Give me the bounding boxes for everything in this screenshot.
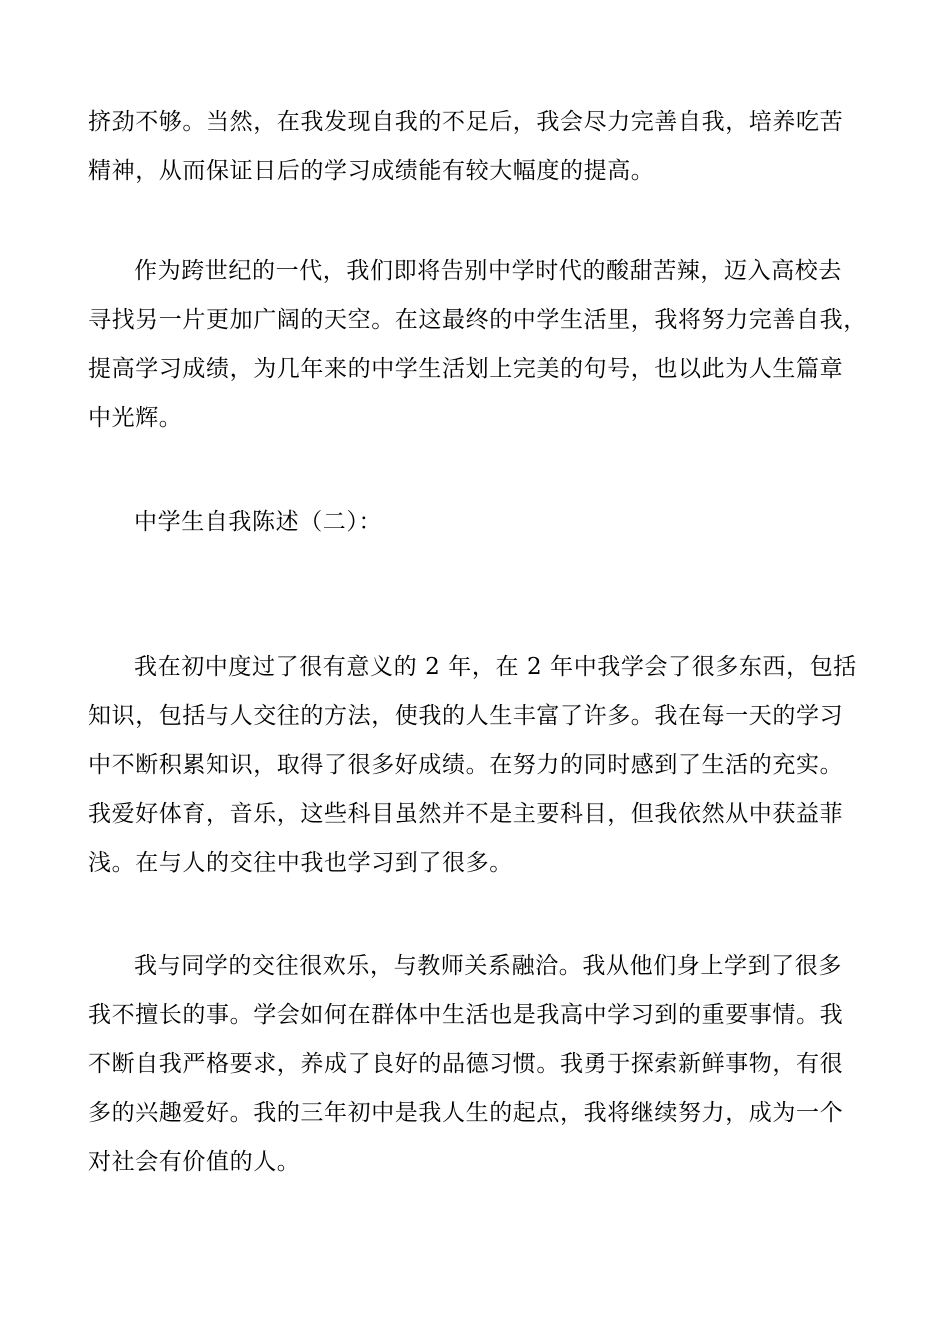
text-line: 挤劲不够。当然，在我发现自我的不足后，我会尽力完善自我，培养吃苦 xyxy=(88,109,844,135)
text-line: 我不擅长的事。学会如何在群体中生活也是我高中学习到的重要事情。我 xyxy=(88,1002,844,1028)
text-line: 提高学习成绩，为几年来的中学生活划上完美的句号，也以此为人生篇章 xyxy=(88,356,844,382)
text-line: 中光辉。 xyxy=(88,405,183,431)
text-line: 我与同学的交往很欢乐，与教师关系融洽。我从他们身上学到了很多 xyxy=(134,953,842,979)
section-heading xyxy=(88,498,878,547)
paragraph-1 xyxy=(88,98,878,196)
text-line: 中学生自我陈述（二）： xyxy=(134,509,383,535)
text-line: 作为跨世纪的一代，我们即将告别中学时代的酸甜苦辣，迈入高校去 xyxy=(134,258,842,284)
text-line: 多的兴趣爱好。我的三年初中是我人生的起点，我将继续努力，成为一个 xyxy=(88,1100,844,1126)
text-line: 我爱好体育，音乐，这些科目虽然并不是主要科目，但我依然从中获益菲 xyxy=(88,801,844,827)
paragraph-2 xyxy=(88,247,878,443)
text-line: 对社会有价值的人。 xyxy=(88,1149,301,1175)
text-line: 寻找另一片更加广阔的天空。在这最终的中学生活里，我将努力完善自我， xyxy=(88,307,867,333)
paragraph-4 xyxy=(88,643,878,888)
text-line: 我在初中度过了很有意义的 2 年，在 2 年中我学会了很多东西，包括 xyxy=(134,654,857,680)
text-line: 精神，从而保证日后的学习成绩能有较大幅度的提高。 xyxy=(88,158,655,184)
text-line: 不断自我严格要求，养成了良好的品德习惯。我勇于探索新鲜事物，有很 xyxy=(88,1051,844,1077)
text-line: 中不断积累知识，取得了很多好成绩。在努力的同时感到了生活的充实。 xyxy=(88,752,844,778)
paragraph-5 xyxy=(88,942,878,1187)
text-line: 知识，包括与人交往的方法，使我的人生丰富了许多。我在每一天的学习 xyxy=(88,703,844,729)
text-line: 浅。在与人的交往中我也学习到了很多。 xyxy=(88,850,513,876)
